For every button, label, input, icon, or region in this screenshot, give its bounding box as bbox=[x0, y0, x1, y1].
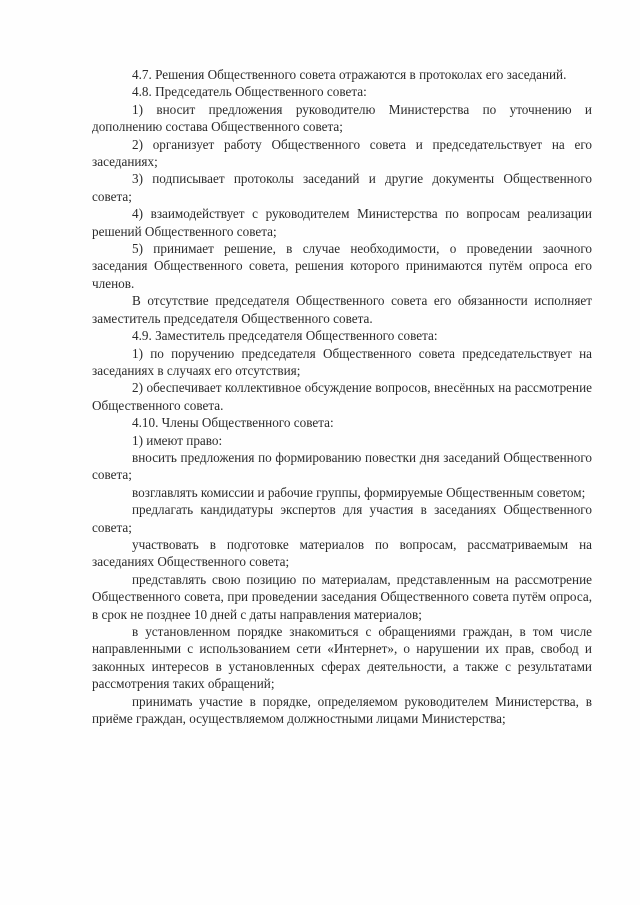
paragraph-right-commissions: возглавлять комиссии и рабочие группы, формируемые Общественным советом; bbox=[132, 484, 586, 500]
paragraph-4-9-item-1: 1) по поручению председателя Общественного совета председательствует на заседаниях в случаях его отсутствия; bbox=[92, 345, 592, 378]
paragraph-4-7: 4.7. Решения Общественного совета отражаются в протоколах его заседаний. bbox=[132, 67, 567, 82]
paragraph-4-8-item-3: 3) подписывает протоколы заседаний и другие документы Общественного совета; bbox=[92, 171, 592, 204]
paragraph-right-experts: предлагать кандидатуры экспертов для участия в заседаниях Общественного совета; bbox=[92, 502, 592, 535]
paragraph-chair-absence: В отсутствие председателя Общественного совета его обязанности исполняет заместитель председателя Общественного совета. bbox=[92, 293, 592, 326]
paragraph-4-9-heading: 4.9. Заместитель председателя Общественного совета: bbox=[132, 328, 438, 344]
paragraph-right-agenda: вносить предложения по формированию повестки дня заседаний Общественного совета; bbox=[92, 449, 592, 483]
paragraph-4-8-item-4: 4) взаимодействует с руководителем Министерства по вопросам реализации решений Общественного совета; bbox=[92, 206, 592, 239]
paragraph-4-8-item-2: 2) организует работу Общественного совета и председательствует на его заседаниях; bbox=[92, 136, 592, 170]
paragraph-4-8-heading: 4.8. Председатель Общественного совета: bbox=[132, 84, 367, 100]
paragraph-4-8-item-5: 5) принимает решение, в случае необходимости, о проведении заочного заседания Общественного совета, решения которого принимаются путём опроса его членов. bbox=[92, 241, 592, 291]
paragraph-right-appeals: в установленном порядке знакомиться с обращениями граждан, в том числе направленными с использованием сети «Интернет», о нарушении их прав, свобод и законных интересов в установленных сферах деятельности, а также с результатами рассмотрения таких обращений; bbox=[92, 624, 592, 692]
paragraph-4-10-heading: 4.10. Члены Общественного совета: bbox=[132, 415, 334, 431]
paragraph-4-10-item-1: 1) имеют право: bbox=[132, 432, 223, 448]
paragraph-right-reception: принимать участие в порядке, определяемом руководителем Министерства, в приёме граждан, осуществляемом должностными лицами Министерства; bbox=[92, 693, 592, 727]
paragraph-4-8-item-1: 1) вносит предложения руководителю Министерства по уточнению и дополнению состава Общественного совета; bbox=[92, 101, 592, 135]
document-body bbox=[92, 66, 592, 727]
paragraph-right-materials: участвовать в подготовке материалов по вопросам, рассматриваемым на заседаниях Общественного совета; bbox=[92, 536, 592, 570]
paragraph-right-position: представлять свою позицию по материалам, представленным на рассмотрение Общественного совета, при проведении заседания Общественного совета путём опроса, в срок не позднее 10 дней с даты направления материалов; bbox=[92, 571, 592, 622]
paragraph-4-9-item-2: 2) обеспечивает коллективное обсуждение вопросов, внесённых на рассмотрение Общественного совета. bbox=[92, 380, 592, 413]
